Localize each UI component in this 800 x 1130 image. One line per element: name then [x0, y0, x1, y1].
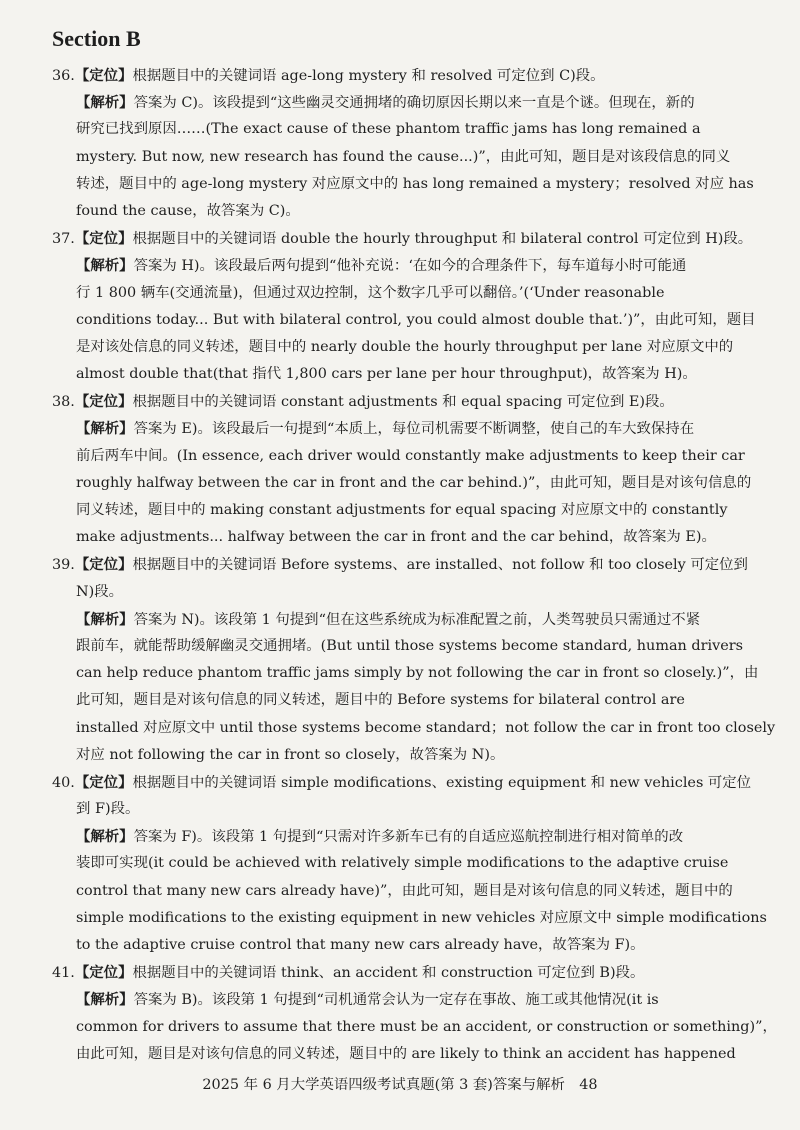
locate-text: 根据题目中的关键词语 age-long mystery 和 resolved 可定位到 C)段。 [132, 68, 605, 84]
question-number: 41. [52, 965, 75, 982]
analysis-text: installed 对应原文中 until those systems become standard；not follow the car in front too closely [76, 719, 776, 736]
analysis-line [52, 850, 757, 877]
analysis-line [52, 986, 757, 1013]
analysis-text: found the cause，故答案为 C)。 [76, 202, 300, 219]
analysis-line [52, 470, 757, 497]
analysis-text: 由此可知，题目是对该句信息的同义转述，题目中的 are likely to think an accident has happened [76, 1045, 736, 1062]
analysis-text: 答案为 B)。该段第 1 句提到“司机通常会认为一定存在事故、施工或其他情况(it is [133, 992, 659, 1009]
locate-label: 【定位】 [74, 230, 133, 248]
analysis-line [52, 633, 757, 660]
analysis-text: 对应 not following the car in front so closely，故答案为 N)。 [76, 746, 505, 763]
analysis-text: mystery. But now, new research has found the cause...)”，由此可知，题目是对该段信息的同义 [76, 148, 731, 165]
locate-line [52, 388, 757, 415]
question-item [52, 959, 777, 1068]
analysis-line [52, 524, 757, 551]
analysis-line [52, 606, 757, 633]
analysis-label: 【解析】 [76, 94, 134, 112]
analysis-text: 同义转述，题目中的 making constant adjustments for equal spacing 对应原文中的 constantly [76, 502, 728, 518]
locate-line [52, 769, 757, 796]
answer-analysis-list [52, 62, 777, 1068]
analysis-line [52, 116, 757, 143]
analysis-text: simple modifications to the existing equipment in new vehicles 对应原文中 simple modifications [76, 909, 767, 926]
analysis-line [52, 878, 757, 905]
analysis-line [52, 307, 757, 334]
question-item [52, 225, 757, 388]
question-number: 39. [52, 557, 75, 574]
analysis-label: 【解析】 [76, 991, 134, 1009]
analysis-line [52, 198, 757, 225]
analysis-text: 转述，题目中的 age-long mystery 对应原文中的 has long remained a mystery；resolved 对应 has [76, 175, 754, 192]
analysis-label: 【解析】 [76, 257, 134, 275]
analysis-text: 答案为 F)。该段第 1 句提到“只需对许多新车已有的自适应巡航控制进行相对简单的改 [133, 829, 684, 846]
analysis-line [52, 415, 757, 442]
analysis-label: 【解析】 [76, 610, 134, 628]
question-number: 36. [52, 68, 75, 84]
analysis-line [52, 932, 757, 959]
analysis-text: 此可知，题目是对该句信息的同义转述，题目中的 Before systems for bilateral control are [76, 692, 685, 709]
analysis-line [52, 89, 757, 116]
analysis-line [52, 497, 757, 524]
analysis-text: 前后两车中间。(In essence, each driver would constantly make adjustments to keep their car [76, 447, 745, 464]
analysis-line [52, 742, 757, 769]
analysis-line [52, 334, 757, 361]
question-number: 37. [52, 231, 75, 248]
locate-label: 【定位】 [74, 964, 133, 982]
locate-text: N)段。 [76, 583, 123, 600]
analysis-text: 答案为 E)。该段最后一句提到“本质上，每位司机需要不断调整，使自己的车大致保持在 [133, 421, 695, 438]
analysis-text: 是对该处信息的同义转述，题目中的 nearly double the hourly throughput per lane 对应原文中的 [76, 338, 734, 355]
analysis-line [52, 171, 757, 198]
analysis-line [52, 660, 757, 687]
analysis-text: 答案为 H)。该段最后两句提到“他补充说：‘在如今的合理条件下，每车道每小时可能通 [133, 258, 687, 275]
question-item [52, 769, 767, 959]
locate-label: 【定位】 [74, 393, 133, 411]
analysis-label: 【解析】 [76, 828, 134, 846]
locate-line [52, 579, 757, 606]
analysis-line [52, 1041, 757, 1068]
analysis-text: 答案为 C)。该段提到“这些幽灵交通拥堵的确切原因长期以来一直是个谜。但现在，新的 [133, 95, 695, 112]
locate-line [52, 62, 757, 89]
analysis-text: to the adaptive cruise control that many new cars already have，故答案为 F)。 [76, 937, 645, 953]
analysis-line [52, 715, 776, 742]
analysis-line [52, 823, 757, 850]
analysis-text: almost double that(that 指代 1,800 cars per lane per hour throughput)，故答案为 H)。 [76, 366, 697, 383]
analysis-text: common for drivers to assume that there must be an accident, or construction or something)”， [76, 1018, 777, 1035]
analysis-line [52, 252, 757, 279]
question-item [52, 388, 757, 551]
analysis-text: 研究已找到原因……(The exact cause of these phantom traffic jams has long remained a [76, 121, 701, 138]
question-number: 38. [52, 394, 75, 411]
analysis-line [52, 443, 757, 470]
analysis-line [52, 361, 757, 388]
section-title: Section B [52, 26, 141, 51]
locate-label: 【定位】 [74, 67, 133, 84]
locate-text: 根据题目中的关键词语 simple modifications、existing equipment 和 new vehicles 可定位 [132, 774, 752, 791]
locate-line [52, 225, 757, 252]
analysis-text: can help reduce phantom traffic jams simply by not following the car in front so closely.)”，由 [76, 665, 759, 682]
analysis-line [52, 1014, 777, 1041]
analysis-text: 跟前车，就能帮助缓解幽灵交通拥堵。(But until those systems become standard, human drivers [76, 637, 743, 654]
analysis-text: control that many new cars already have)”，由此可知，题目是对该句信息的同义转述，题目中的 [76, 882, 733, 899]
locate-line [52, 959, 757, 986]
locate-text: 根据题目中的关键词语 constant adjustments 和 equal spacing 可定位到 E)段。 [132, 394, 674, 411]
analysis-line [52, 144, 757, 171]
analysis-text: 装即可实现(it could be achieved with relatively simple modifications to the adaptive cruise [76, 855, 729, 872]
analysis-text: 答案为 N)。该段第 1 句提到“但在这些系统成为标准配置之前，人类驾驶员只需通过不紧 [133, 611, 701, 628]
question-number: 40. [52, 774, 75, 791]
analysis-label: 【解析】 [76, 420, 134, 438]
page-footer: 2025 年 6 月大学英语四级考试真题(第 3 套)答案与解析 48 [202, 1077, 598, 1093]
locate-label: 【定位】 [74, 556, 133, 574]
locate-text: 根据题目中的关键词语 think、an accident 和 construction 可定位到 B)段。 [132, 965, 645, 982]
analysis-line [52, 687, 757, 714]
analysis-text: roughly halfway between the car in front and the car behind.)”，由此可知，题目是对该句信息的 [76, 474, 752, 491]
analysis-text: make adjustments... halfway between the car in front and the car behind，故答案为 E)。 [76, 529, 716, 546]
locate-text: 根据题目中的关键词语 double the hourly throughput 和 bilateral control 可定位到 H)段。 [132, 231, 753, 248]
analysis-text: 行 1 800 辆车(交通流量)，但通过双边控制，这个数字几乎可以翻倍。’(‘Under reasonable [76, 284, 665, 301]
locate-text: 根据题目中的关键词语 Before systems、are installed、not follow 和 too closely 可定位到 [132, 557, 748, 574]
analysis-line [52, 905, 767, 932]
locate-line [52, 551, 757, 578]
locate-line [52, 796, 757, 823]
locate-text: 到 F)段。 [76, 801, 140, 818]
locate-label: 【定位】 [74, 773, 133, 791]
question-item [52, 551, 776, 769]
analysis-text: conditions today... But with bilateral control, you could almost double that.’)”，由此可知，题目 [76, 311, 756, 328]
analysis-line [52, 280, 757, 307]
question-item [52, 62, 757, 225]
